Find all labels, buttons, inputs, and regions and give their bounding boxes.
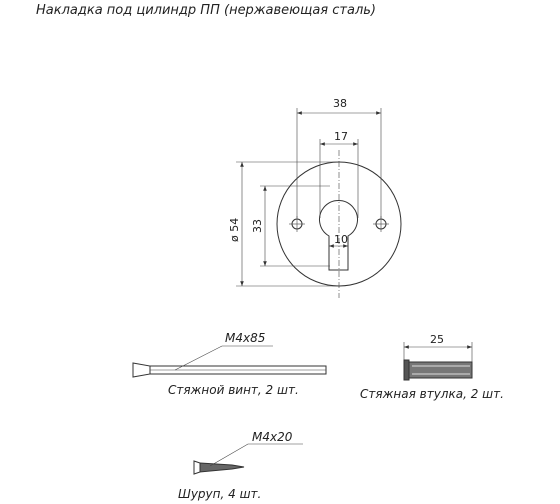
sleeve-caption: Стяжная втулка, 2 шт. (360, 387, 504, 401)
sleeve-body (406, 362, 472, 378)
dimension-10 (329, 233, 348, 246)
dimension-33 (251, 186, 330, 266)
dimension-diameter (228, 162, 337, 286)
dim-label-38: 38 (333, 97, 347, 110)
screw-size-label: M4x20 (252, 430, 293, 444)
dim-label-17: 17 (334, 130, 348, 143)
sleeve-dim-label: 25 (430, 333, 444, 346)
right-screw-hole (373, 216, 389, 232)
screw-head (194, 461, 200, 474)
screw-thread (200, 463, 244, 472)
dim-label-33: 33 (251, 219, 264, 233)
drawing-title: Накладка под цилиндр ПП (нержавеющая сталь) (36, 3, 376, 18)
connecting-bolt-drawing (133, 331, 326, 377)
screw-caption: Шуруп, 4 шт. (178, 487, 262, 501)
left-screw-hole (289, 216, 305, 232)
bolt-head (133, 363, 150, 377)
connecting-sleeve-drawing (404, 333, 472, 380)
bolt-caption: Стяжной винт, 2 шт. (168, 383, 299, 397)
bolt-size-label: M4x85 (225, 331, 266, 345)
dim-label-diameter: ø 54 (228, 217, 241, 242)
escutcheon-plate (277, 150, 401, 298)
wood-screw-drawing (194, 430, 303, 474)
dim-label-10: 10 (334, 233, 348, 246)
